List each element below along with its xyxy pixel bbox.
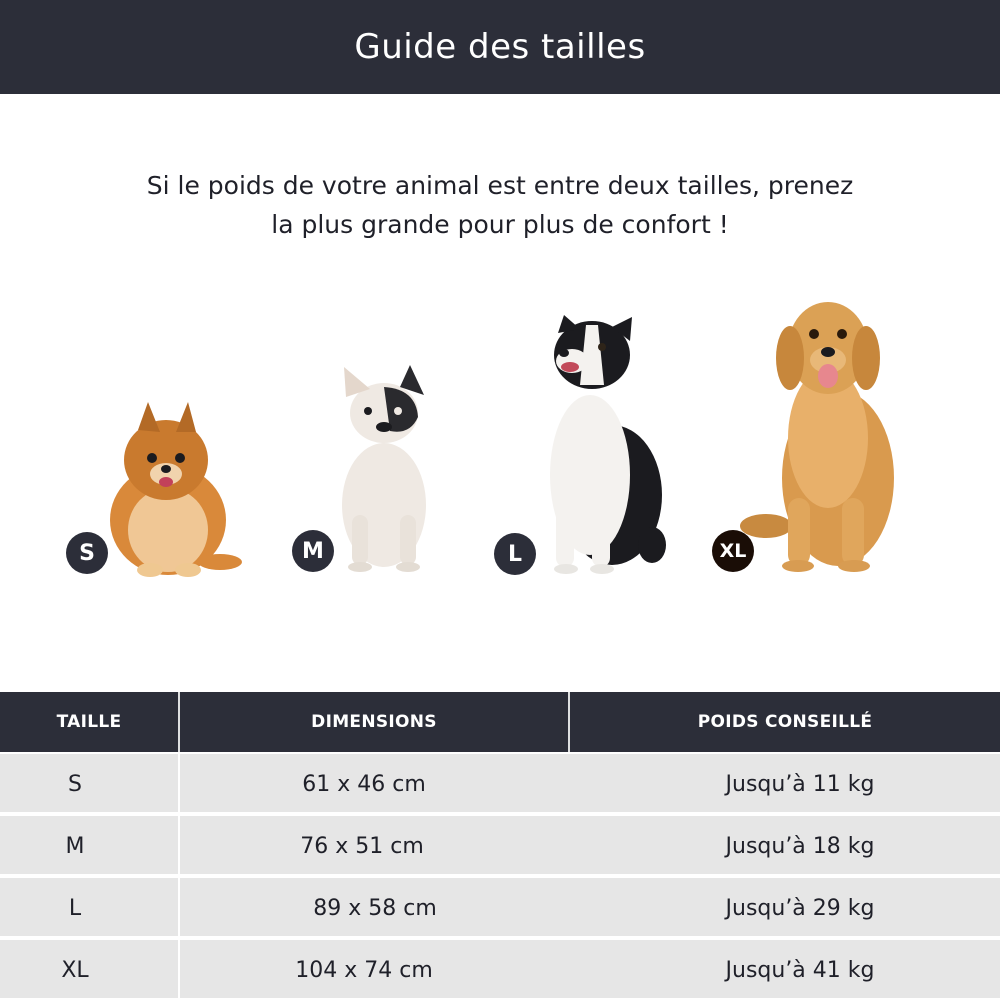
cell-taille: M	[65, 833, 85, 859]
dog-xl	[719, 288, 900, 573]
header-taille: TAILLE	[56, 712, 122, 732]
table-row	[0, 938, 1000, 998]
cell-poids: Jusqu’à 29 kg	[725, 895, 875, 921]
cell-dimensions: 104 x 74 cm	[295, 957, 433, 983]
dog-m	[302, 365, 440, 575]
size-table	[0, 692, 1000, 1000]
table-header-row	[0, 692, 1000, 752]
page-title: Guide des tailles	[354, 27, 646, 67]
cell-poids: Jusqu’à 18 kg	[725, 833, 875, 859]
cell-poids: Jusqu’à 41 kg	[725, 957, 875, 983]
table-row	[0, 814, 1000, 874]
advice-line-2: la plus grande pour plus de confort !	[271, 210, 729, 239]
advice-line-1: Si le poids de votre animal est entre deux tailles, prenez	[146, 171, 854, 200]
dog-size-illustrations	[0, 270, 1000, 590]
cell-taille: L	[68, 895, 82, 921]
cell-taille: XL	[61, 957, 89, 983]
header-dimensions: DIMENSIONS	[311, 712, 437, 732]
size-badge-xl: XL	[712, 530, 754, 572]
cell-taille: S	[68, 771, 82, 797]
golden-retriever-icon	[760, 288, 900, 573]
header-poids: POIDS CONSEILLÉ	[697, 712, 873, 732]
cell-dimensions: 61 x 46 cm	[302, 771, 426, 797]
size-badge-m: M	[292, 530, 334, 572]
dog-s	[79, 390, 250, 580]
title-banner	[0, 0, 1000, 94]
size-badge-s: S	[66, 532, 108, 574]
table-row	[0, 752, 1000, 812]
size-advice-text	[60, 166, 940, 244]
border-collie-icon	[540, 315, 665, 575]
cell-dimensions: 89 x 58 cm	[313, 895, 437, 921]
size-badge-l: L	[494, 533, 536, 575]
french-bulldog-icon	[330, 365, 440, 575]
cell-poids: Jusqu’à 11 kg	[725, 771, 875, 797]
dog-l	[507, 315, 665, 575]
table-row	[0, 876, 1000, 936]
pomeranian-dog-icon	[100, 390, 250, 580]
cell-dimensions: 76 x 51 cm	[300, 833, 424, 859]
